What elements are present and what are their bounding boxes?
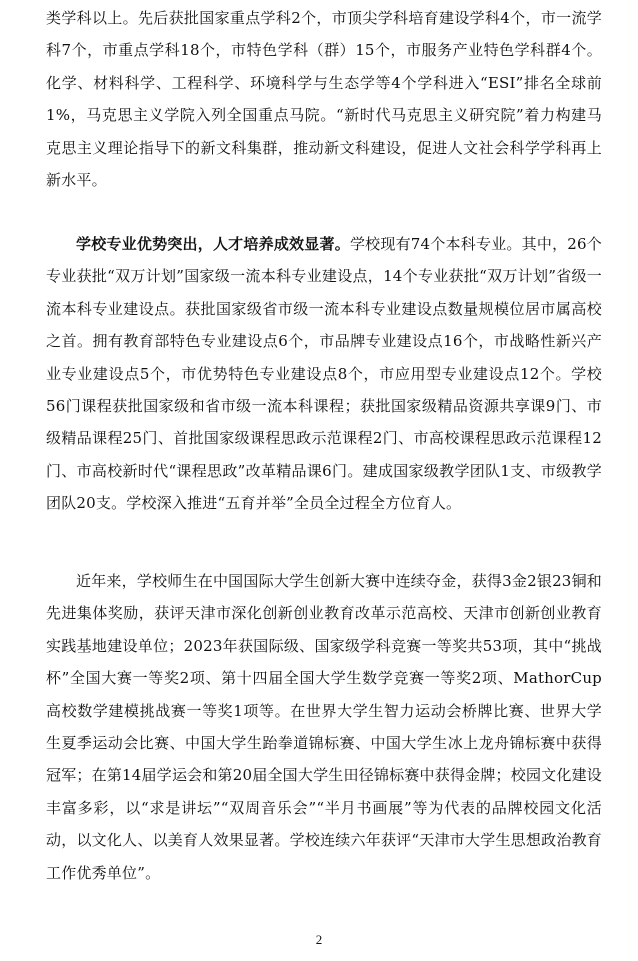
paragraph-majors-body bbox=[46, 228, 602, 520]
paragraph-majors bbox=[46, 228, 602, 520]
paragraph-disciplines-text: 类学科以上。先后获批国家重点学科2个，市顶尖学科培育建设学科4个，市一流学科7个，市重点学科18个，市特色学科（群）15个，市服务产业特色学科群4个。化学、材料科学、工程科学、环境科学与生态学等4个学科进入“ESI”排名全球前1%，马克思主义学院入列全国重点马院。“新时代马克思主义研究院”着力构建马克思主义理论指导下的新文科集群，推动新文科建设，促进人文社会科学学科再上新水平。 bbox=[46, 9, 602, 190]
paragraph-majors-lead: 学校专业优势突出，人才培养成效显著。 bbox=[76, 235, 350, 253]
paragraph-achievements-text: 近年来，学校师生在中国国际大学生创新大赛中连续夺金，获得3金2银23铜和先进集体奖励，获评天津市深化创新创业教育改革示范高校、天津市创新创业教育实践基地建设单位；2023年获国际级、国家级学科竞赛一等奖共53项，其中“挑战杯”全国大赛一等奖2项、第十四届全国大学生数学竞赛一等奖2项、MathorCup高校数学建模挑战赛一等奖1项等。在世界大学生智力运动会桥牌比赛、世界大学生夏季运动会比赛、中国大学生跆拳道锦标赛、中国大学生冰上龙舟锦标赛中获得冠军；在第14届学运会和第20届全国大学生田径锦标赛中获得金牌；校园文化建设丰富多彩，以“求是讲坛”“双周音乐会”“半月书画展”等为代表的品牌校园文化活动，以文化人、以美育人效果显著。学校连续六年获评“天津市大学生思想政治教育工作优秀单位”。 bbox=[46, 572, 602, 882]
paragraph-majors-text: 学校现有74个本科专业。其中，26个专业获批“双万计划”国家级一流本科专业建设点，14个专业获批“双万计划”省级一流本科专业建设点。获批国家级省市级一流本科专业建设点数量规模位居市属高校之首。拥有教育部特色专业建设点6个，市品牌专业建设点16个，市战略性新兴产业专业建设点5个，市优势特色专业建设点8个，市应用型专业建设点12个。学校56门课程获批国家级和省市级一流本科课程；获批国家级精品资源共享课9门、市级精品课程25门、首批国家级课程思政示范课程2门、市高校课程思政示范课程12门、市高校新时代“课程思政”改革精品课6门。建成国家级教学团队1支、市级教学团队20支。学校深入推进“五育并举”全员全过程全方位育人。 bbox=[46, 235, 602, 513]
page-number: 2 bbox=[315, 932, 323, 947]
paragraph-achievements bbox=[46, 565, 602, 889]
paragraph-disciplines bbox=[46, 2, 602, 196]
